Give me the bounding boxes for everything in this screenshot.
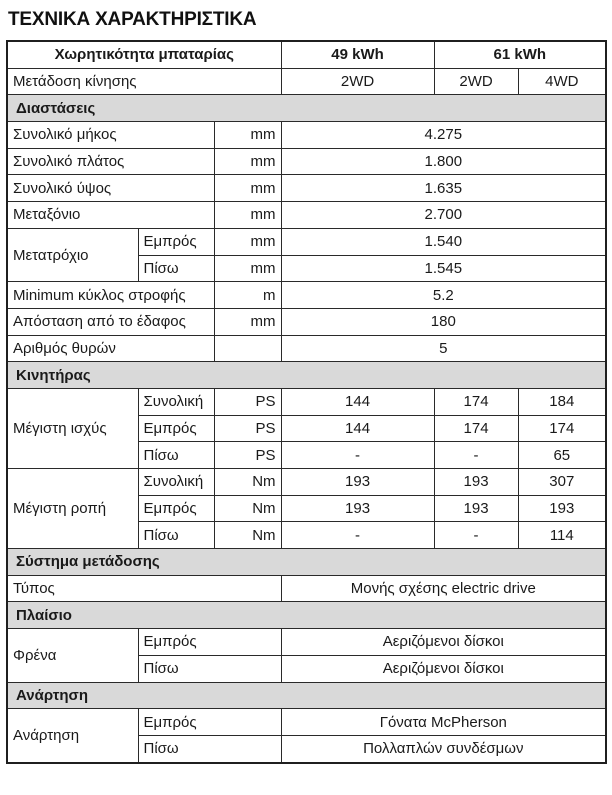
- doors-value: 5: [281, 335, 606, 362]
- max-torque-rear-61-2wd: -: [434, 522, 518, 549]
- max-power-rear-unit: PS: [214, 442, 281, 469]
- drive-value-61-4wd: 4WD: [518, 68, 606, 95]
- transmission-type-label: Τύπος: [7, 575, 281, 602]
- battery-61kwh-header: 61 kWh: [434, 41, 606, 68]
- max-torque-front-unit: Nm: [214, 495, 281, 522]
- turning-circle-value: 5.2: [281, 282, 606, 309]
- suspension-front-value: Γόνατα McPherson: [281, 709, 606, 736]
- brakes-front-label: Εμπρός: [138, 629, 281, 656]
- chassis-section-label: Πλαίσιο: [7, 602, 606, 629]
- row-doors: [7, 335, 606, 362]
- transmission-section-label: Σύστημα μετάδοσης: [7, 549, 606, 576]
- max-power-front-label: Εμπρός: [138, 415, 214, 442]
- track-front-value: 1.540: [281, 228, 606, 255]
- max-torque-rear-61-4wd: 114: [518, 522, 606, 549]
- max-power-label: Μέγιστη ισχύς: [7, 388, 138, 468]
- drive-label: Μετάδοση κίνησης: [7, 68, 281, 95]
- row-length: [7, 122, 606, 149]
- max-torque-total-61-2wd: 193: [434, 469, 518, 496]
- track-rear-label: Πίσω: [138, 255, 214, 282]
- row-wheelbase: [7, 202, 606, 229]
- ground-clearance-unit: mm: [214, 308, 281, 335]
- row-brakes-front: [7, 629, 606, 656]
- wheelbase-unit: mm: [214, 202, 281, 229]
- section-header-chassis: [7, 602, 606, 629]
- row-suspension-front: [7, 709, 606, 736]
- turning-circle-unit: m: [214, 282, 281, 309]
- drive-value-61-2wd: 2WD: [434, 68, 518, 95]
- dimensions-section-label: Διαστάσεις: [7, 95, 606, 122]
- height-unit: mm: [214, 175, 281, 202]
- brakes-rear-label: Πίσω: [138, 655, 281, 682]
- max-torque-rear-label: Πίσω: [138, 522, 214, 549]
- row-ground-clearance: [7, 308, 606, 335]
- max-torque-total-label: Συνολική: [138, 469, 214, 496]
- max-torque-front-61-4wd: 193: [518, 495, 606, 522]
- max-power-front-unit: PS: [214, 415, 281, 442]
- track-front-unit: mm: [214, 228, 281, 255]
- doors-label: Αριθμός θυρών: [7, 335, 214, 362]
- battery-capacity-label: Χωρητικότητα μπαταρίας: [7, 41, 281, 68]
- suspension-section-label: Ανάρτηση: [7, 682, 606, 709]
- wheelbase-label: Μεταξόνιο: [7, 202, 214, 229]
- row-max-power-total: [7, 388, 606, 415]
- max-torque-front-49: 193: [281, 495, 434, 522]
- width-label: Συνολικό πλάτος: [7, 148, 214, 175]
- height-label: Συνολικό ύψος: [7, 175, 214, 202]
- track-label: Μετατρόχιο: [7, 228, 138, 281]
- max-power-rear-label: Πίσω: [138, 442, 214, 469]
- height-value: 1.635: [281, 175, 606, 202]
- row-drive: [7, 68, 606, 95]
- max-torque-front-label: Εμπρός: [138, 495, 214, 522]
- spec-table: [6, 40, 607, 764]
- track-front-label: Εμπρός: [138, 228, 214, 255]
- max-power-total-61-4wd: 184: [518, 388, 606, 415]
- track-rear-unit: mm: [214, 255, 281, 282]
- brakes-front-value: Αεριζόμενοι δίσκοι: [281, 629, 606, 656]
- max-torque-label: Μέγιστη ροπή: [7, 469, 138, 549]
- max-torque-total-unit: Nm: [214, 469, 281, 496]
- battery-49kwh-header: 49 kWh: [281, 41, 434, 68]
- motor-section-label: Κινητήρας: [7, 362, 606, 389]
- max-power-rear-61-4wd: 65: [518, 442, 606, 469]
- brakes-label: Φρένα: [7, 629, 138, 682]
- length-value: 4.275: [281, 122, 606, 149]
- doors-unit: [214, 335, 281, 362]
- wheelbase-value: 2.700: [281, 202, 606, 229]
- max-power-total-unit: PS: [214, 388, 281, 415]
- suspension-rear-label: Πίσω: [138, 735, 281, 762]
- max-power-total-49: 144: [281, 388, 434, 415]
- suspension-rear-value: Πολλαπλών συνδέσμων: [281, 735, 606, 762]
- row-max-torque-total: [7, 469, 606, 496]
- ground-clearance-value: 180: [281, 308, 606, 335]
- section-header-transmission: [7, 549, 606, 576]
- max-torque-total-61-4wd: 307: [518, 469, 606, 496]
- row-turning-circle: [7, 282, 606, 309]
- row-transmission-type: [7, 575, 606, 602]
- max-power-front-61-2wd: 174: [434, 415, 518, 442]
- row-width: [7, 148, 606, 175]
- ground-clearance-label: Απόσταση από το έδαφος: [7, 308, 214, 335]
- max-power-total-label: Συνολική: [138, 388, 214, 415]
- section-header-motor: [7, 362, 606, 389]
- row-track-front: [7, 228, 606, 255]
- max-torque-front-61-2wd: 193: [434, 495, 518, 522]
- max-power-total-61-2wd: 174: [434, 388, 518, 415]
- max-power-front-61-4wd: 174: [518, 415, 606, 442]
- brakes-rear-value: Αεριζόμενοι δίσκοι: [281, 655, 606, 682]
- width-unit: mm: [214, 148, 281, 175]
- max-power-rear-61-2wd: -: [434, 442, 518, 469]
- length-label: Συνολικό μήκος: [7, 122, 214, 149]
- suspension-front-label: Εμπρός: [138, 709, 281, 736]
- max-torque-rear-49: -: [281, 522, 434, 549]
- track-rear-value: 1.545: [281, 255, 606, 282]
- width-value: 1.800: [281, 148, 606, 175]
- row-height: [7, 175, 606, 202]
- max-power-front-49: 144: [281, 415, 434, 442]
- suspension-label: Ανάρτηση: [7, 709, 138, 763]
- max-power-rear-49: -: [281, 442, 434, 469]
- section-header-dimensions: [7, 95, 606, 122]
- max-torque-rear-unit: Nm: [214, 522, 281, 549]
- section-header-suspension: [7, 682, 606, 709]
- drive-value-49: 2WD: [281, 68, 434, 95]
- transmission-type-value: Μονής σχέσης electric drive: [281, 575, 606, 602]
- turning-circle-label: Minimum κύκλος στροφής: [7, 282, 214, 309]
- max-torque-total-49: 193: [281, 469, 434, 496]
- row-battery-header: [7, 41, 606, 68]
- length-unit: mm: [214, 122, 281, 149]
- page-title: ΤΕΧΝΙΚΑ ΧΑΡΑΚΤΗΡΙΣΤΙΚΑ: [8, 9, 257, 30]
